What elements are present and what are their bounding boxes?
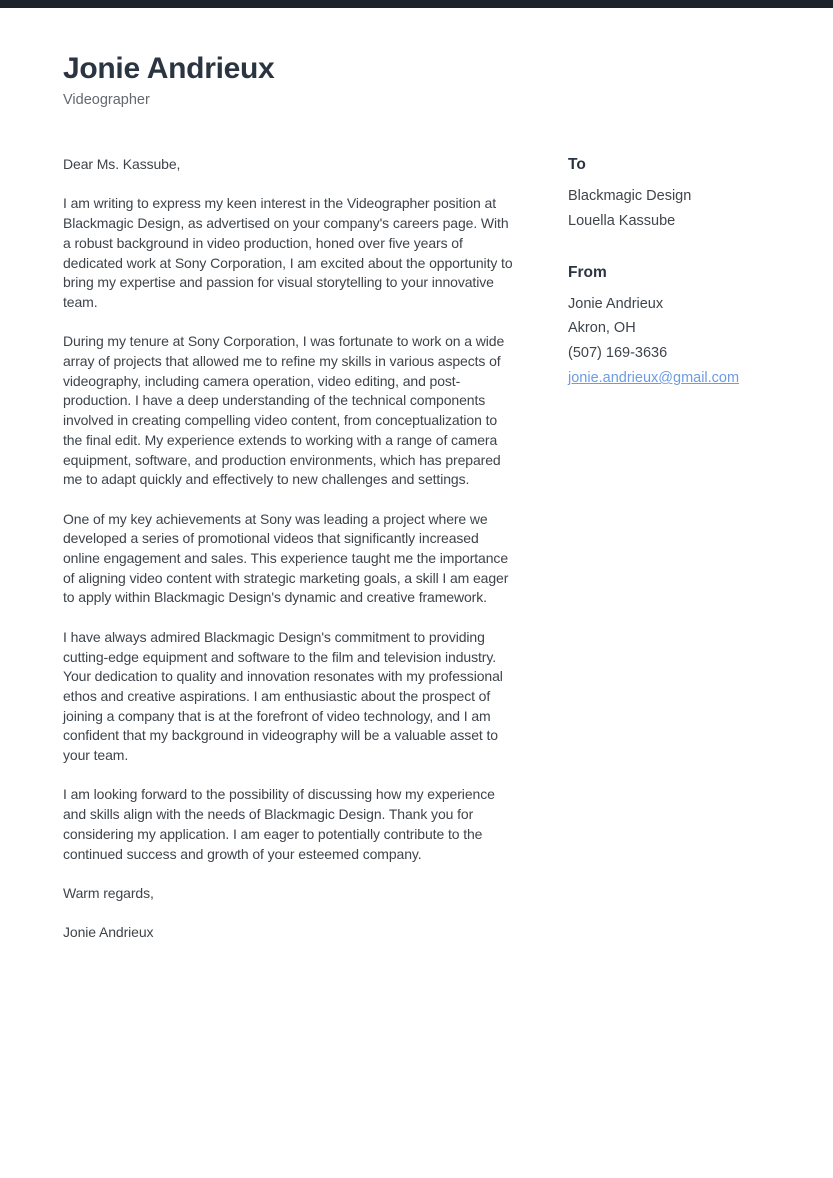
paragraph-closing-request: I am looking forward to the possibility of discussing how my experience and skills align with the needs of Blackmagic Design. Thank you for considering my application. I am eager to potentially contribute to the continued success and growth of your esteemed company. [63, 786, 495, 862]
closing-valediction: Warm regards, [63, 884, 154, 901]
sender-name: Jonie Andrieux [568, 295, 664, 312]
letter-body [63, 155, 519, 943]
paragraph-experience: During my tenure at Sony Corporation, I was fortunate to work on a wide array of projects that allowed me to refine my skills in various aspects of videography, including camera operation, video editing, and post-production. I have a deep understanding of the technical components involved in creating compelling video content, from conceptualization to the final edit. My experience extends to working with a range of camera equipment, software, and production environments, which has prepared me to adapt quickly and effectively to new challenges and settings. [63, 333, 505, 488]
paragraph-company-admiration: I have always admired Blackmagic Design's commitment to providing cutting-edge equipment and software to the film and television industry. Your dedication to quality and innovation resonates with my professional ethos and creative aspirations. I am enthusiastic about the prospect of joining a company that is at the forefront of video technology, and I am confident that my background in videography will be a valuable asset to your team. [63, 628, 503, 764]
paragraph-achievements: One of my key achievements at Sony was leading a project where we developed a series of promotional videos that significantly increased online engagement and sales. This experience taught me the importance of aligning video content with strategic marketing goals, a skill I am eager to apply within Blackmagic Design's dynamic and creative framework. [63, 510, 509, 606]
from-section [568, 263, 768, 391]
letter-content [63, 155, 770, 943]
applicant-name: Jonie Andrieux [63, 52, 275, 85]
recipient-company: Blackmagic Design [568, 188, 692, 204]
to-section [568, 155, 768, 234]
applicant-job-title: Videographer [63, 92, 150, 108]
page-top-accent-bar [0, 0, 833, 8]
sender-email-link[interactable]: jonie.andrieux@gmail.com [568, 369, 740, 386]
salutation: Dear Ms. Kassube, [63, 156, 181, 172]
letter-header [63, 52, 770, 109]
from-heading: From [568, 263, 607, 281]
sender-location: Akron, OH [568, 320, 636, 337]
signature-name: Jonie Andrieux [63, 924, 154, 941]
recipient-name: Louella Kassube [568, 212, 676, 229]
to-heading: To [568, 156, 586, 173]
paragraph-intro: I am writing to express my keen interest in the Videographer position at Blackmagic Design, as advertised on your company's careers page. With a robust background in video production, honed over five years of dedicated work at Sony Corporation, I am excited about the opportunity to bring my expertise and passion for visual storytelling to your innovative team. [63, 195, 513, 310]
sender-phone: (507) 169-3636 [568, 345, 668, 362]
contact-sidebar [568, 155, 768, 943]
